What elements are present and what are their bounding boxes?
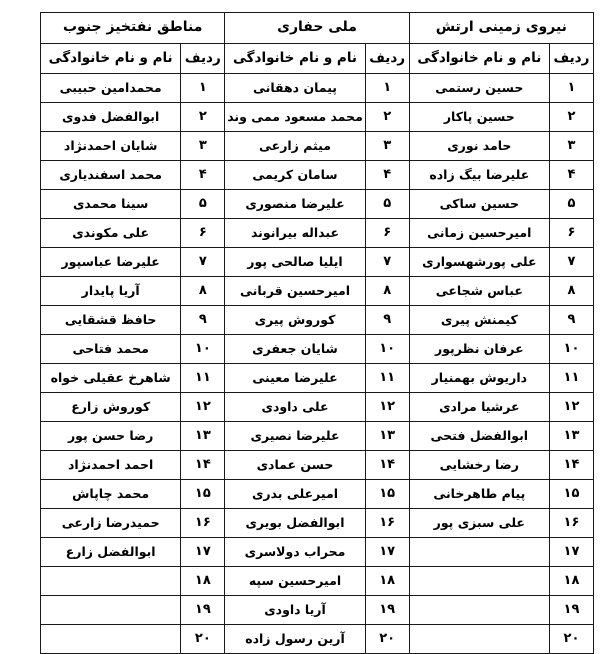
row-number-cell: ۱۰	[365, 335, 409, 364]
name-cell: پیام طاهرخانی	[409, 480, 549, 509]
column-header-row	[41, 44, 594, 74]
row-number-cell: ۱۲	[549, 393, 593, 422]
column-header-name-drilling: نام و نام خانوادگی	[225, 44, 365, 74]
name-cell: امیرحسین قربانی	[225, 277, 365, 306]
row-number-cell: ۹	[181, 306, 225, 335]
column-header-name-south-oil: نام و نام خانوادگی	[41, 44, 181, 74]
name-cell: محراب دولاسری	[225, 538, 365, 567]
name-cell: امیرحسین سپه	[225, 567, 365, 596]
table-row	[41, 190, 594, 219]
name-cell: علیرضا بیگ زاده	[409, 161, 549, 190]
name-cell: امیرعلی بدری	[225, 480, 365, 509]
name-cell-empty	[41, 567, 181, 596]
table-row	[41, 567, 594, 596]
name-cell: علی مکوندی	[41, 219, 181, 248]
group-title-drilling: ملی حفاری	[225, 13, 409, 44]
row-number-cell: ۱	[181, 74, 225, 103]
name-cell: ایلیا صالحی پور	[225, 248, 365, 277]
row-number-cell: ۱۹	[365, 596, 409, 625]
table-row	[41, 132, 594, 161]
name-cell: کوروش زارع	[41, 393, 181, 422]
row-number-cell: ۸	[365, 277, 409, 306]
row-number-cell: ۱۳	[549, 422, 593, 451]
row-number-cell: ۲۰	[181, 625, 225, 654]
row-number-cell: ۲	[181, 103, 225, 132]
row-number-cell: ۲	[365, 103, 409, 132]
name-cell: علی داودی	[225, 393, 365, 422]
name-cell: علیرضا معینی	[225, 364, 365, 393]
table-row	[41, 393, 594, 422]
name-cell: کوروش پیری	[225, 306, 365, 335]
table-row	[41, 364, 594, 393]
row-number-cell: ۱۵	[181, 480, 225, 509]
roster-table	[40, 12, 594, 654]
name-cell: محمد اسفندیاری	[41, 161, 181, 190]
row-number-cell: ۳	[549, 132, 593, 161]
name-cell: محمدامین حبیبی	[41, 74, 181, 103]
table-row	[41, 74, 594, 103]
name-cell: حامد نوری	[409, 132, 549, 161]
table-row	[41, 103, 594, 132]
name-cell: حسین پاکار	[409, 103, 549, 132]
row-number-cell: ۱۴	[549, 451, 593, 480]
group-title-army: نیروی زمینی ارتش	[409, 13, 593, 44]
name-cell: داریوش بهمنیار	[409, 364, 549, 393]
name-cell: حمیدرضا زارعی	[41, 509, 181, 538]
row-number-cell: ۱۱	[549, 364, 593, 393]
row-number-cell: ۱۱	[181, 364, 225, 393]
row-number-cell: ۵	[549, 190, 593, 219]
row-number-cell: ۳	[181, 132, 225, 161]
name-cell: رضا حسن پور	[41, 422, 181, 451]
name-cell: علیرضا منصوری	[225, 190, 365, 219]
name-cell: عبداله بیرانوند	[225, 219, 365, 248]
row-number-cell: ۱۷	[549, 538, 593, 567]
name-cell-empty	[409, 596, 549, 625]
name-cell: محمد چاپاش	[41, 480, 181, 509]
table-row	[41, 219, 594, 248]
row-number-cell: ۷	[181, 248, 225, 277]
row-number-cell: ۱۴	[365, 451, 409, 480]
table-row	[41, 248, 594, 277]
table-row	[41, 277, 594, 306]
row-number-cell: ۱۹	[549, 596, 593, 625]
row-number-cell: ۱۳	[365, 422, 409, 451]
row-number-cell: ۹	[549, 306, 593, 335]
row-number-cell: ۱	[549, 74, 593, 103]
name-cell: ابوالفضل بویری	[225, 509, 365, 538]
row-number-cell: ۴	[549, 161, 593, 190]
row-number-cell: ۱۳	[181, 422, 225, 451]
name-cell: احمد احمدنژاد	[41, 451, 181, 480]
table-header	[41, 13, 594, 74]
name-cell: عباس شجاعی	[409, 277, 549, 306]
name-cell: علی سبزی پور	[409, 509, 549, 538]
table-row	[41, 422, 594, 451]
table-row	[41, 538, 594, 567]
name-cell: کیمنش پیری	[409, 306, 549, 335]
name-cell: میثم زارعی	[225, 132, 365, 161]
row-number-cell: ۲	[549, 103, 593, 132]
column-header-name-army: نام و نام خانوادگی	[409, 44, 549, 74]
row-number-cell: ۱۷	[181, 538, 225, 567]
column-header-radif-south-oil: ردیف	[181, 44, 225, 74]
table-row	[41, 625, 594, 654]
row-number-cell: ۶	[181, 219, 225, 248]
name-cell-empty	[409, 567, 549, 596]
row-number-cell: ۱۸	[181, 567, 225, 596]
name-cell: آرین رسول زاده	[225, 625, 365, 654]
name-cell-empty	[41, 625, 181, 654]
row-number-cell: ۱۹	[181, 596, 225, 625]
row-number-cell: ۶	[365, 219, 409, 248]
row-number-cell: ۱۵	[549, 480, 593, 509]
name-cell: سامان کریمی	[225, 161, 365, 190]
table-row	[41, 480, 594, 509]
row-number-cell: ۱۰	[181, 335, 225, 364]
name-cell: عرفان نظرپور	[409, 335, 549, 364]
column-header-radif-drilling: ردیف	[365, 44, 409, 74]
row-number-cell: ۸	[549, 277, 593, 306]
row-number-cell: ۲۰	[549, 625, 593, 654]
table-row	[41, 451, 594, 480]
name-cell: علیرضا عباسپور	[41, 248, 181, 277]
row-number-cell: ۱۲	[365, 393, 409, 422]
row-number-cell: ۱۴	[181, 451, 225, 480]
row-number-cell: ۱۶	[549, 509, 593, 538]
row-number-cell: ۴	[181, 161, 225, 190]
name-cell: حافظ قشقایی	[41, 306, 181, 335]
group-title-south-oil: مناطق نفتخیز جنوب	[41, 13, 225, 44]
name-cell-empty	[409, 538, 549, 567]
name-cell: شاهرخ عقیلی خواه	[41, 364, 181, 393]
name-cell: شایان جعفری	[225, 335, 365, 364]
group-title-row	[41, 13, 594, 44]
row-number-cell: ۱۱	[365, 364, 409, 393]
name-cell: عرشیا مرادی	[409, 393, 549, 422]
row-number-cell: ۱۰	[549, 335, 593, 364]
row-number-cell: ۷	[365, 248, 409, 277]
row-number-cell: ۳	[365, 132, 409, 161]
name-cell: حسین رستمی	[409, 74, 549, 103]
row-number-cell: ۷	[549, 248, 593, 277]
row-number-cell: ۱۲	[181, 393, 225, 422]
name-cell: ابوالفضل فتحی	[409, 422, 549, 451]
name-cell: علی پورشهسواری	[409, 248, 549, 277]
name-cell: سینا محمدی	[41, 190, 181, 219]
name-cell: رضا رخشایی	[409, 451, 549, 480]
name-cell: ابوالفضل زارع	[41, 538, 181, 567]
row-number-cell: ۱۸	[549, 567, 593, 596]
table-row	[41, 161, 594, 190]
row-number-cell: ۱	[365, 74, 409, 103]
row-number-cell: ۱۷	[365, 538, 409, 567]
column-header-radif-army: ردیف	[549, 44, 593, 74]
table-row	[41, 596, 594, 625]
row-number-cell: ۱۶	[181, 509, 225, 538]
name-cell: حسن عمادی	[225, 451, 365, 480]
row-number-cell: ۵	[365, 190, 409, 219]
row-number-cell: ۴	[365, 161, 409, 190]
row-number-cell: ۱۸	[365, 567, 409, 596]
row-number-cell: ۸	[181, 277, 225, 306]
row-number-cell: ۱۵	[365, 480, 409, 509]
name-cell: امیرحسین زمانی	[409, 219, 549, 248]
name-cell: پیمان دهقانی	[225, 74, 365, 103]
row-number-cell: ۶	[549, 219, 593, 248]
name-cell: محمد فتاحی	[41, 335, 181, 364]
name-cell: آریا پایدار	[41, 277, 181, 306]
row-number-cell: ۹	[365, 306, 409, 335]
table-row	[41, 509, 594, 538]
name-cell: علیرضا نصیری	[225, 422, 365, 451]
name-cell: آریا داودی	[225, 596, 365, 625]
table-row	[41, 335, 594, 364]
name-cell: شایان احمدنژاد	[41, 132, 181, 161]
name-cell: محمد مسعود ممی وند	[225, 103, 365, 132]
name-cell-empty	[41, 596, 181, 625]
row-number-cell: ۵	[181, 190, 225, 219]
name-cell-empty	[409, 625, 549, 654]
table-row	[41, 306, 594, 335]
table-body	[41, 74, 594, 654]
row-number-cell: ۱۶	[365, 509, 409, 538]
row-number-cell: ۲۰	[365, 625, 409, 654]
name-cell: ابوالفضل فدوی	[41, 103, 181, 132]
name-cell: حسین ساکی	[409, 190, 549, 219]
